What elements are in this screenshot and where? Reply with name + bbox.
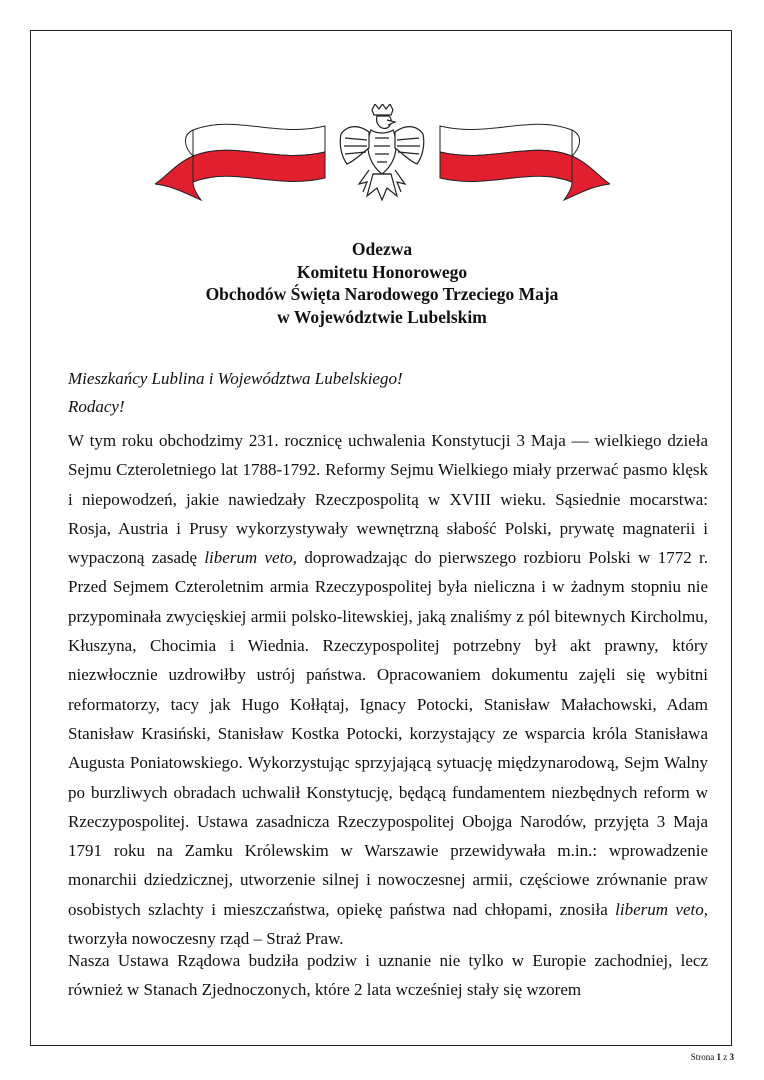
footer-total: 3 xyxy=(729,1052,734,1062)
paragraph-text: W tym roku obchodzimy 231. rocznicę uchwalenia Konstytucji 3 Maja — wielkiego dzieła Sejmu Czteroletniego lat 1788-1792. Reformy Sejmu Wielkiego miały przerwać pasmo klęsk i niepowodzeń, jakie nawiedzały Rzeczpospolitą w XVIII wieku. Sąsiednie mocarstwa: Rosja, Austria i Prusy wykorzystywały wewnętrzną słabość Polski, prywatę magnaterii i wypaczoną zasadę xyxy=(68,431,708,568)
salutation-line: Rodacy! xyxy=(68,397,125,416)
title-line: Odezwa xyxy=(351,239,413,259)
footer-label: Strona xyxy=(690,1052,715,1062)
paragraph-italic-term: liberum veto, xyxy=(204,548,298,568)
paragraph-text: , tworzyła nowoczesny rząd – Straż Praw. xyxy=(68,899,709,949)
paragraph-text: doprowadzając do pierwszego rozbioru Polski w 1772 r. Przed Sejmem Czteroletnim armia Rzeczypospolitej była nieliczna i w żadnym stopniu nie przypominała zwycięskiej armii polsko-litewskiej, jaką znaliśmy z pól bitewnych Kircholmu, Kłuszyna, Chocimia i Wiednia. Rzeczypospolitej potrzebny był akt prawny, który niezwłocznie uzdrowiłby ustrój państwa. Opracowaniem dokumentu zajęli się wybitni reformatorzy, tacy jak Hugo Kołłątaj, Ignacy Potocki, Stanisław Małachowski, Adam Stanisław Krasiński, Stanisław Kostka Potocki, korzystający ze wsparcia króla Stanisława Augusta Poniatowskiego. Wykorzystując sprzyjającą sytuację międzynarodową, Sejm Walny po burzliwych obradach uchwalił Konstytucję, będącą fundamentem niezbędnych reform w Rzeczypospolitej. Ustawa zasadnicza Rzeczypospolitej Obojga Narodów, przyjęta 3 Maja 1791 roku na Zamku Królewskim w Warszawie przewidywała m.in.: wprowadzenie monarchii dziedzicznej, utworzenie silnej i nowoczesnej armii, częściowe zrównanie praw osobistych szlachty i mieszczaństwa, opiekę państwa nad chłopami, znosiła xyxy=(68,548,708,919)
title-line: w Województwie Lubelskim xyxy=(277,306,487,327)
footer-separator: z xyxy=(723,1052,728,1062)
salutation xyxy=(68,365,708,421)
white-eagle-icon xyxy=(340,104,424,200)
page-number-footer xyxy=(691,1052,734,1062)
emblem-header xyxy=(155,104,610,212)
flag-ribbon-left-icon xyxy=(155,124,325,200)
paragraph-1 xyxy=(68,426,708,953)
document-title xyxy=(60,238,704,328)
title-line: Komitetu Honorowego xyxy=(296,261,468,282)
footer-page: 1 xyxy=(716,1052,721,1062)
salutation-line: Mieszkańcy Lublina i Województwa Lubelskiego! xyxy=(68,369,403,388)
paragraph-2 xyxy=(68,946,708,1005)
paragraph-text: Nasza Ustawa Rządowa budziła podziw i uznanie nie tylko w Europie zachodniej, lecz również w Stanach Zjednoczonych, które 2 lata wcześniej stały się wzorem xyxy=(68,951,708,1000)
flag-ribbon-right-icon xyxy=(440,124,610,200)
paragraph-italic-term: liberum veto xyxy=(615,899,704,919)
title-line: Obchodów Święta Narodowego Trzeciego Maja xyxy=(205,284,559,304)
